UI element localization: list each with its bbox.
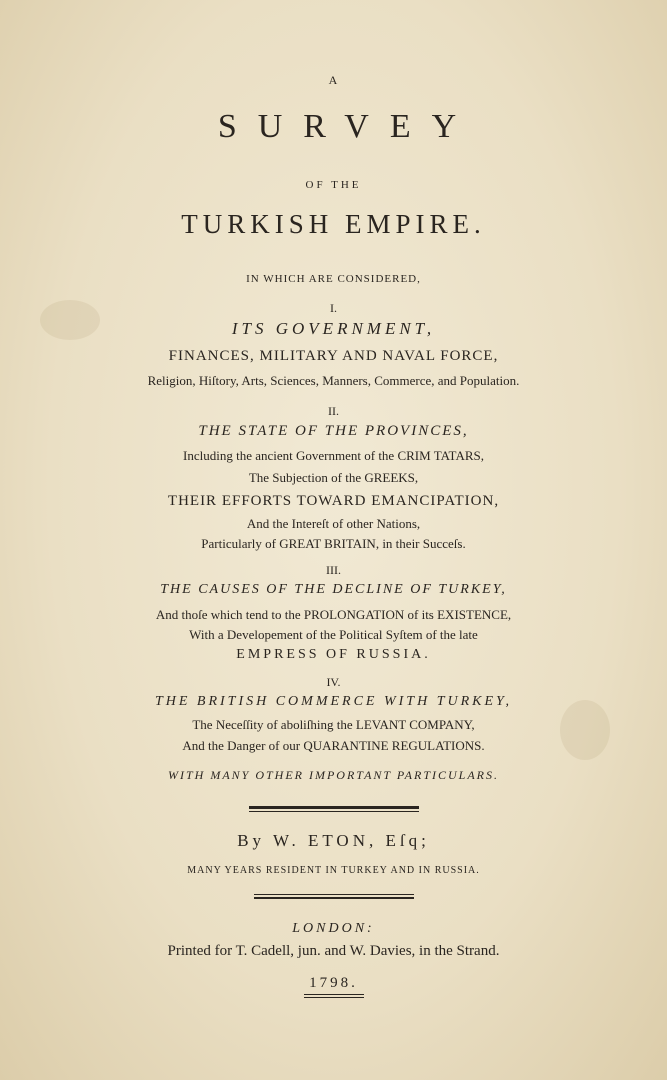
- divider-rule: [254, 894, 414, 899]
- section-heading: THE STATE OF THE PROVINCES,: [198, 423, 469, 439]
- section-numeral: III.: [326, 563, 341, 577]
- title-survey: SURVEY: [217, 108, 478, 145]
- divider-rule: [249, 806, 419, 812]
- section-heading: THE CAUSES OF THE DECLINE OF TURKEY,: [160, 582, 507, 597]
- title-article: A: [328, 73, 339, 87]
- section-numeral: II.: [328, 404, 339, 418]
- section-line: And the Intereſt of other Nations,: [246, 516, 421, 531]
- title-of-the: OF THE: [305, 179, 362, 191]
- section-line: Including the ancient Government of the CRIM TATARS,: [183, 448, 484, 463]
- section-line: Particularly of GREAT BRITAIN, in their Succeſs.: [201, 536, 466, 551]
- author-note: MANY YEARS RESIDENT IN TURKEY AND IN RUSSIA.: [187, 865, 480, 876]
- section-line: THEIR EFFORTS TOWARD EMANCIPATION,: [167, 493, 500, 509]
- section-line: With a Developement of the Political Syſtem of the late: [189, 627, 478, 642]
- section-line: Religion, Hiſtory, Arts, Sciences, Manners, Commerce, and Population.: [147, 373, 520, 388]
- author-line: By W. ETON, Eſq;: [237, 831, 430, 850]
- section-numeral: I.: [330, 301, 337, 315]
- imprint-year: 1798.: [309, 975, 358, 991]
- section-line: And the Danger of our QUARANTINE REGULATIONS.: [182, 738, 485, 753]
- section-numeral: IV.: [326, 675, 341, 689]
- imprint-place: LONDON:: [292, 921, 375, 936]
- imprint-printer: Printed for T. Cadell, jun. and W. Davies, in the Strand.: [167, 943, 500, 959]
- title-empire: TURKISH EMPIRE.: [181, 209, 486, 239]
- section-line: The Neceſſity of aboliſhing the LEVANT COMPANY,: [192, 717, 475, 732]
- section-line: EMPRESS OF RUSSIA.: [236, 647, 431, 662]
- year-rule: [304, 994, 364, 998]
- section-heading: THE BRITISH COMMERCE WITH TURKEY,: [154, 694, 513, 709]
- section-line: FINANCES, MILITARY AND NAVAL FORCE,: [168, 348, 499, 364]
- section-heading: ITS GOVERNMENT,: [231, 319, 436, 338]
- particulars-line: WITH MANY OTHER IMPORTANT PARTICULARS.: [167, 768, 499, 782]
- section-line: The Subjection of the GREEKS,: [248, 470, 419, 485]
- intro-line: IN WHICH ARE CONSIDERED,: [246, 273, 421, 285]
- section-line: And thoſe which tend to the PROLONGATION of its EXISTENCE,: [155, 607, 512, 622]
